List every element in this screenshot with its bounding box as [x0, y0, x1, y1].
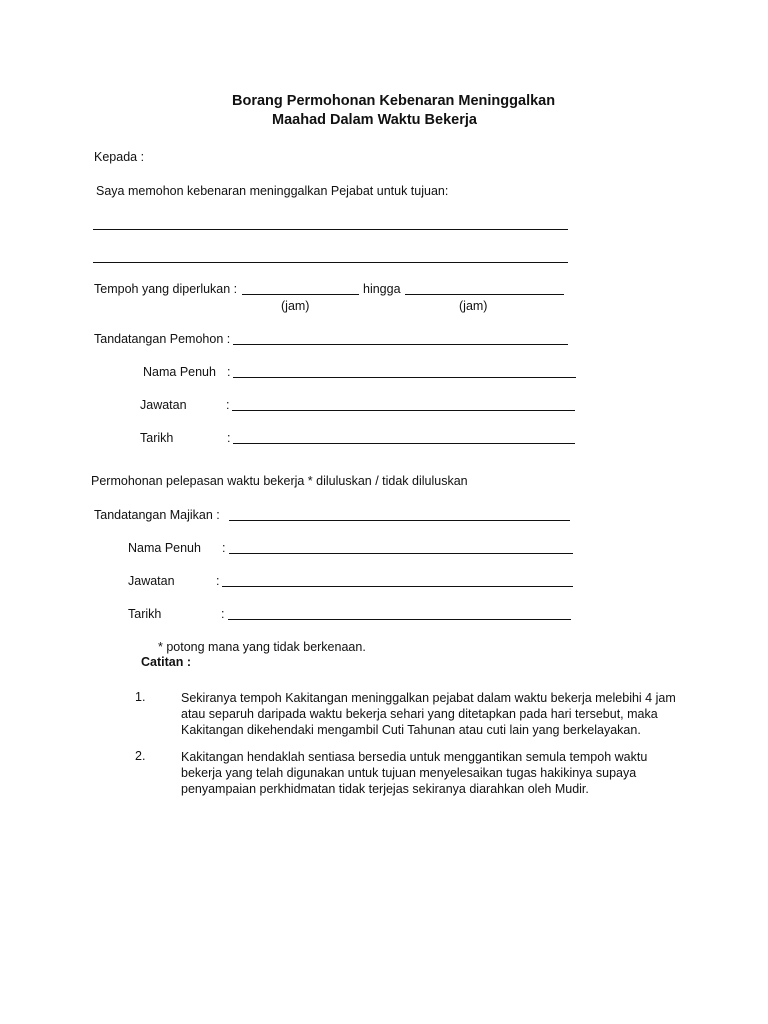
majikan-tarikh-colon: : [221, 607, 225, 621]
pemohon-jawatan-field[interactable] [232, 410, 575, 411]
majikan-signature-label: Tandatangan Majikan : [94, 508, 220, 522]
pemohon-signature-field[interactable] [233, 344, 568, 345]
pemohon-jawatan-label: Jawatan [140, 398, 187, 412]
note-text: Sekiranya tempoh Kakitangan meninggalkan pejabat dalam waktu bekerja melebihi 4 jam atau separuh daripada waktu bekerja sehari yang ditetapkan pada hari tersebut, maka Kakitangan dikehendaki mengambil Cuti Tahunan atau cuti lain yang berkelayakan. [181, 691, 676, 737]
purpose-field-line-1[interactable] [93, 229, 568, 230]
pemohon-tarikh-label: Tarikh [140, 431, 174, 445]
tempoh-label: Tempoh yang diperlukan : [94, 282, 238, 296]
pemohon-signature-label: Tandatangan Pemohon : [94, 332, 231, 346]
hingga-label: hingga [363, 282, 401, 296]
majikan-jawatan-label: Jawatan [128, 574, 175, 588]
majikan-signature-field[interactable] [229, 520, 570, 521]
form-title-line1: Borang Permohonan Kebenaran Meninggalkan [232, 93, 556, 109]
pemohon-nama-field[interactable] [233, 377, 576, 378]
tempoh-start-field[interactable] [242, 294, 359, 295]
footnote: * potong mana yang tidak berkenaan. [158, 640, 366, 654]
form-title-line2: Maahad Dalam Waktu Bekerja [272, 112, 477, 128]
pemohon-tarikh-colon: : [227, 431, 231, 445]
pemohon-nama-colon: : [227, 365, 231, 379]
pemohon-jawatan-colon: : [226, 398, 230, 412]
tempoh-end-unit: (jam) [459, 299, 488, 313]
tempoh-end-field[interactable] [405, 294, 564, 295]
majikan-nama-colon: : [222, 541, 226, 555]
majikan-jawatan-field[interactable] [222, 586, 573, 587]
note-text: Kakitangan hendaklah sentiasa bersedia untuk menggantikan semula tempoh waktu bekerja yang telah digunakan untuk tujuan menyelesaikan tugas hakikinya supaya penyampaian perkhidmatan tidak terjejas sekiranya diarahkan oleh Mudir. [181, 750, 648, 796]
catitan-heading: Catitan : [141, 655, 191, 669]
tempoh-start-unit: (jam) [281, 299, 310, 313]
pemohon-nama-label: Nama Penuh [143, 365, 216, 379]
purpose-field-line-2[interactable] [93, 262, 568, 263]
kepada-label: Kepada : [94, 150, 145, 164]
majikan-tarikh-field[interactable] [228, 619, 571, 620]
purpose-label: Saya memohon kebenaran meninggalkan Pejabat untuk tujuan: [96, 184, 449, 198]
pemohon-tarikh-field[interactable] [233, 443, 575, 444]
majikan-nama-field[interactable] [229, 553, 573, 554]
note-number: 2. [135, 749, 146, 763]
note-number: 1. [135, 690, 146, 704]
majikan-tarikh-label: Tarikh [128, 607, 162, 621]
majikan-nama-label: Nama Penuh [128, 541, 201, 555]
approval-statement: Permohonan pelepasan waktu bekerja * diluluskan / tidak diluluskan [91, 474, 468, 488]
majikan-jawatan-colon: : [216, 574, 220, 588]
